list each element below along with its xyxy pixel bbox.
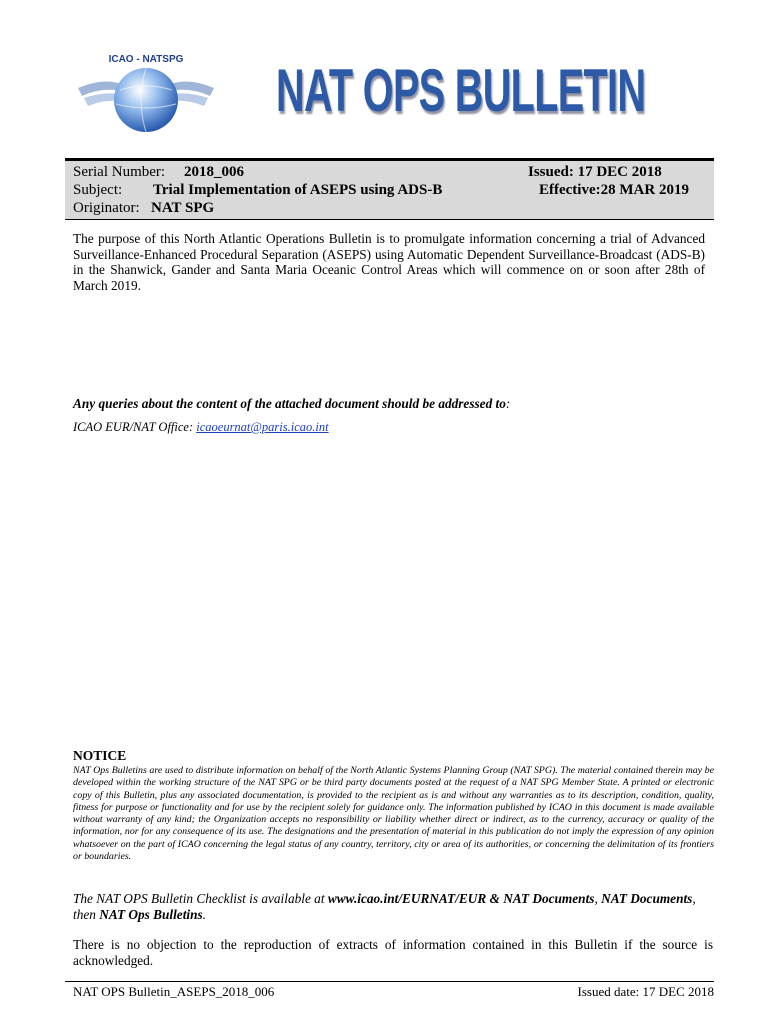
- footer-document-id: NAT OPS Bulletin_ASEPS_2018_006: [73, 984, 275, 999]
- globe-icon: [114, 68, 178, 132]
- effective-date: Effective:28 MAR 2019: [539, 182, 689, 198]
- checklist-item: NAT Ops Bulletins: [99, 907, 203, 922]
- originator-value: NAT SPG: [151, 200, 215, 216]
- checklist-paragraph: [73, 891, 705, 923]
- checklist-section: NAT Documents: [601, 891, 693, 906]
- queries-text: Any queries about the content of the attached document should be addressed to: [73, 396, 506, 411]
- subject-label: Subject:: [73, 182, 123, 198]
- office-email-link[interactable]: icaoeurnat@paris.icao.int: [196, 420, 329, 434]
- issued-date: Issued: 17 DEC 2018: [528, 164, 662, 180]
- queries-line: [73, 396, 510, 412]
- checklist-prefix: The NAT OPS Bulletin Checklist is available at: [73, 891, 328, 906]
- serial-value: 2018_006: [184, 164, 244, 180]
- checklist-end: .: [202, 907, 206, 922]
- office-contact: [73, 420, 329, 435]
- notice-heading: NOTICE: [73, 748, 127, 763]
- logo-label: ICAO - NATSPG: [108, 54, 184, 65]
- icao-natspg-logo: [76, 46, 216, 136]
- page-title: NAT OPS BULLETIN: [276, 57, 646, 124]
- purpose-paragraph: The purpose of this North Atlantic Operations Bulletin is to promulgate information concerning a trial of Advanced Surveillance-Enhanced Procedural Separation (ASEPS) using Automatic Dependent Surveillance-Broadcast (ADS-B) in the Shanwick, Gander and Santa Maria Oceanic Control Areas which will commence on or soon after 28th of March 2019.: [73, 231, 705, 293]
- serial-label: Serial Number:: [73, 164, 166, 180]
- checklist-path: www.icao.int/EURNAT/EUR & NAT Documents: [327, 891, 595, 906]
- footer-divider: [65, 981, 714, 982]
- bulletin-header: [65, 158, 714, 220]
- checklist-sep2: , then: [73, 891, 696, 922]
- reproduction-paragraph: There is no objection to the reproduction of extracts of information contained in this Bulletin if the source is acknowledged.: [73, 937, 713, 968]
- subject-value: Trial Implementation of ASEPS using ADS-B: [153, 182, 443, 198]
- queries-colon: :: [505, 396, 511, 411]
- originator-label: Originator:: [73, 200, 140, 216]
- office-label: ICAO EUR/NAT Office:: [73, 420, 194, 434]
- footer-issued-date: Issued date: 17 DEC 2018: [577, 984, 714, 999]
- notice-text: NAT Ops Bulletins are used to distribute information on behalf of the North Atlantic Systems Planning Group (NAT SPG). The material contained therein may be developed within the working structure of the NAT SPG or be third party documents posted at the request of a NAT SPG Member State. A printed or electronic copy of this Bulletin, plus any associated documentation, is provided to the recipient as is and without any warranties as to its description, condition, quality, fitness for purpose or functionality and for use by the recipient solely for guidance only. The information published by ICAO in this document is made available without warranty of any kind; the Organization accepts no responsibility or liability whether direct or indirect, as to the currency, accuracy or quality of the information, nor for any consequence of its use. The designations and the presentation of material in this publication do not imply the expression of any opinion whatsoever on the part of ICAO concerning the legal status of any country, territory, city or area of its authorities, or concerning the delimitation of its frontiers or boundaries.: [73, 765, 714, 863]
- checklist-sep1: ,: [594, 891, 602, 906]
